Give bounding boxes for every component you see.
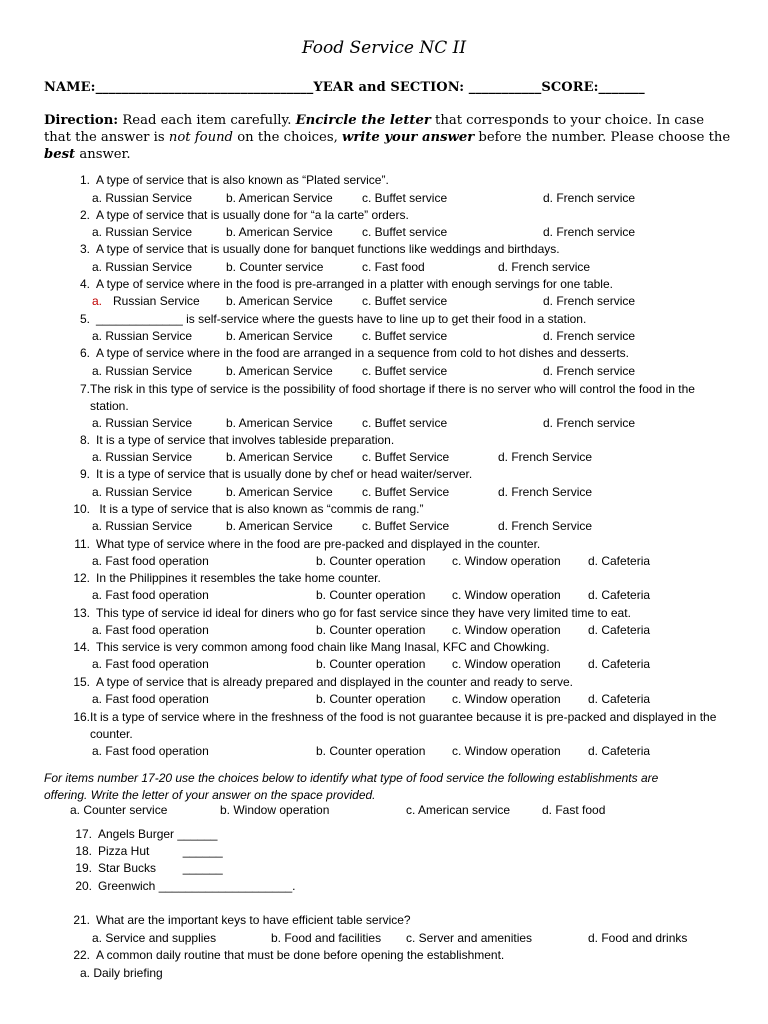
question-3 <box>66 242 560 256</box>
question-text: A type of service that is usually done for banquet functions like weddings and birthdays. <box>96 242 560 256</box>
page-title: Food Service NC II <box>301 38 467 58</box>
direction-part: on the choices, <box>233 130 342 145</box>
choice-a[interactable]: a. Russian Service <box>92 519 193 533</box>
direction-part: answer. <box>75 147 131 162</box>
question-number: 11. <box>74 537 90 551</box>
choice-c[interactable]: c. Window operation <box>452 692 561 706</box>
choice-a[interactable]: a. Fast food operation <box>92 657 209 671</box>
question-number: 21. <box>73 913 90 927</box>
best-emphasis: best <box>44 147 76 162</box>
choice-b[interactable]: b. American Service <box>226 329 333 343</box>
choice-a[interactable]: a. Fast food operation <box>92 588 209 602</box>
question-6 <box>66 346 629 360</box>
choice-b[interactable]: b. Counter operation <box>316 744 426 758</box>
question-text: A type of service where in the food are arranged in a sequence from cold to hot dishes and desserts. <box>96 346 629 360</box>
question-number: 14. <box>73 640 90 654</box>
item-text: Angels Burger ______ <box>98 827 218 841</box>
choice-a[interactable]: a. Russian Service <box>92 329 193 343</box>
choice-c[interactable]: c. Fast food <box>362 260 425 274</box>
choice-d[interactable]: d. Cafeteria <box>588 623 651 637</box>
choice-b[interactable]: b. American Service <box>226 364 333 378</box>
choice-d[interactable]: d. Cafeteria <box>588 692 651 706</box>
question-2 <box>66 208 409 222</box>
choice-c[interactable]: c. Window operation <box>452 588 561 602</box>
question-number: 22. <box>73 948 90 962</box>
encircle-emphasis: Encircle the letter <box>295 113 431 128</box>
choice-d[interactable]: d. Food and drinks <box>588 931 688 945</box>
question-1 <box>66 173 389 187</box>
item-18[interactable] <box>68 844 223 858</box>
item-number: 20. <box>75 879 92 893</box>
choice-c[interactable]: c. Window operation <box>452 657 561 671</box>
question-22 <box>66 948 504 962</box>
choice-c[interactable]: c. Buffet service <box>362 364 448 378</box>
direction-part: that corresponds to your choice. In case that the answer is <box>44 113 705 145</box>
question-text: A type of service where in the food is pre-arranged in a platter with enough servings for one table. <box>96 277 613 291</box>
choice-c[interactable]: c. Window operation <box>452 554 561 568</box>
question-10 <box>66 502 423 516</box>
question-number: 9. <box>79 467 90 481</box>
choice-a: a. Counter service <box>70 803 168 817</box>
question-number: 16. <box>73 710 90 724</box>
question-7 <box>66 381 716 415</box>
choice-a[interactable]: a. Russian Service <box>92 450 193 464</box>
question-number: 8. <box>79 433 90 447</box>
name-label: NAME: <box>44 80 96 95</box>
item-20[interactable] <box>68 879 296 893</box>
choice-a[interactable]: a. Fast food operation <box>92 554 209 568</box>
score-blank[interactable]: _______ <box>598 80 645 95</box>
choice-b[interactable]: b. American Service <box>226 519 333 533</box>
choice-d[interactable]: d. French service <box>543 416 636 430</box>
direction-label: Direction: <box>44 113 119 128</box>
question-text: What type of service where in the food are pre-packed and displayed in the counter. <box>96 537 541 551</box>
choice-b[interactable]: b. Counter operation <box>316 554 426 568</box>
question-number: 3. <box>79 242 90 256</box>
question-text: A type of service that is already prepared and displayed in the counter and ready to serve. <box>96 675 573 689</box>
item-number: 19. <box>75 861 92 875</box>
question-4 <box>66 277 613 291</box>
score-label: SCORE: <box>541 80 599 95</box>
question-text: It is a type of service where in the freshness of the food is not guarantee because it is pre-packed and displayed in the counter. <box>90 710 717 741</box>
choice-b[interactable]: b. American Service <box>226 450 333 464</box>
question-text: What are the important keys to have efficient table service? <box>96 913 411 927</box>
choice-b[interactable]: b. Food and facilities <box>271 931 382 945</box>
choice-c[interactable]: c. Window operation <box>452 744 561 758</box>
choice-c[interactable]: c. Server and amenities <box>406 931 533 945</box>
choice-a[interactable]: a. Russian Service <box>92 191 193 205</box>
question-number: 10. <box>73 502 90 516</box>
item-19[interactable] <box>68 861 223 875</box>
choice-c: c. American service <box>406 803 511 817</box>
choice-c[interactable]: c. Buffet Service <box>362 450 450 464</box>
choice-a[interactable]: a. Russian Service <box>92 416 193 430</box>
write-answer-emphasis: write your answer <box>342 130 475 145</box>
question-number: 2. <box>79 208 90 222</box>
choice-c[interactable]: c. Buffet Service <box>362 519 450 533</box>
question-12 <box>66 571 381 585</box>
choice-d[interactable]: d. French service <box>543 329 636 343</box>
choice-a[interactable]: a. Russian Service <box>92 485 193 499</box>
choice-b[interactable]: b. Counter service <box>226 260 324 274</box>
question-5 <box>66 312 586 326</box>
choice-a[interactable]: a. Service and supplies <box>92 931 217 945</box>
question-14 <box>66 640 550 654</box>
question-number: 13. <box>73 606 90 620</box>
question-13 <box>66 606 631 620</box>
choice-b[interactable]: b. American Service <box>226 485 333 499</box>
year-section-blank[interactable]: ___________ <box>464 80 542 95</box>
choice-a[interactable]: Russian Service <box>113 294 200 308</box>
question-text: A common daily routine that must be done before opening the establishment. <box>96 948 505 962</box>
question-15 <box>66 675 573 689</box>
question-text: This service is very common among food chain like Mang Inasal, KFC and Chowking. <box>96 640 550 654</box>
year-section-label: YEAR and SECTION: <box>313 80 465 95</box>
question-text: This type of service id ideal for diners who go for fast service since they have very limited time to eat. <box>96 606 631 620</box>
question-8 <box>66 433 394 447</box>
question-text: It is a type of service that is usually done by chef or head waiter/server. <box>96 467 473 481</box>
question-text: A type of service that is also known as “Plated service”. <box>96 173 389 187</box>
choice-d[interactable]: d. French service <box>543 225 636 239</box>
item-number: 17. <box>75 827 92 841</box>
choice-c[interactable]: c. Buffet service <box>362 329 448 343</box>
choice-d[interactable]: d. Cafeteria <box>588 554 651 568</box>
instructions-17-20: For items number 17-20 use the choices below to identify what type of food service the following establishments are offering. Write the letter of your answer on the space provided. <box>44 771 659 802</box>
choice-c[interactable]: c. Window operation <box>452 623 561 637</box>
question-16 <box>66 709 716 743</box>
choice-a[interactable]: a. Fast food operation <box>92 623 209 637</box>
question-text: The risk in this type of service is the possibility of food shortage if there is no server who will control the food in the station. <box>90 382 695 413</box>
choice-c[interactable]: c. Buffet service <box>362 294 448 308</box>
question-text: It is a type of service that involves tableside preparation. <box>96 433 395 447</box>
item-number: 18. <box>75 844 92 858</box>
name-blank[interactable]: _________________________________ <box>95 80 314 95</box>
choice-c[interactable]: c. Buffet service <box>362 191 448 205</box>
choice-a[interactable]: a. Russian Service <box>92 364 193 378</box>
choice-a-letter-marked[interactable]: a. <box>92 294 103 308</box>
choice-b[interactable]: b. Counter operation <box>316 623 426 637</box>
question-number: 7. <box>79 382 90 396</box>
question-text: A type of service that is usually done for “a la carte” orders. <box>96 208 409 222</box>
question-text: _____________ is self-service where the guests have to line up to get their food in a station. <box>96 312 587 326</box>
item-text: Star Bucks ______ <box>98 861 223 875</box>
question-21 <box>66 913 411 927</box>
choice-d[interactable]: d. Cafeteria <box>588 588 651 602</box>
choice-c[interactable]: c. Buffet service <box>362 225 448 239</box>
student-info-line <box>44 80 724 95</box>
question-number: 5. <box>79 312 90 326</box>
choice-c[interactable]: c. Buffet service <box>362 416 448 430</box>
item-text: Pizza Hut ______ <box>98 844 223 858</box>
question-number: 6. <box>79 346 90 360</box>
choice-d[interactable]: d. French Service <box>498 519 593 533</box>
choice-b[interactable]: b. American Service <box>226 416 333 430</box>
choice-d[interactable]: d. Cafeteria <box>588 657 651 671</box>
choice-a[interactable]: a. Russian Service <box>92 225 193 239</box>
choice-a[interactable]: a. Daily briefing <box>80 966 163 980</box>
question-number: 15. <box>73 675 90 689</box>
question-number: 12. <box>73 571 90 585</box>
direction-part: Read each item carefully. <box>118 113 296 128</box>
question-text: In the Philippines it resembles the take home counter. <box>96 571 381 585</box>
choice-d[interactable]: d. French service <box>543 294 636 308</box>
direction-text <box>44 112 734 163</box>
choice-d[interactable]: d. Cafeteria <box>588 744 651 758</box>
direction-part: before the number. Please choose the <box>474 130 731 145</box>
choice-b: b. Window operation <box>220 803 330 817</box>
question-number: 1. <box>79 173 90 187</box>
choice-b[interactable]: b. Counter operation <box>316 588 426 602</box>
choice-a[interactable]: a. Fast food operation <box>92 692 209 706</box>
choice-a[interactable]: a. Fast food operation <box>92 744 209 758</box>
choice-d: d. Fast food <box>542 803 606 817</box>
choice-d[interactable]: d. French Service <box>498 450 593 464</box>
choice-d[interactable]: d. French service <box>543 191 636 205</box>
choice-b[interactable]: b. Counter operation <box>316 657 426 671</box>
choice-b[interactable]: b. American Service <box>226 191 333 205</box>
choice-a[interactable]: a. Russian Service <box>92 260 193 274</box>
choice-d[interactable]: d. French service <box>498 260 591 274</box>
not-found-emphasis: not found <box>168 130 234 145</box>
choice-c[interactable]: c. Buffet Service <box>362 485 450 499</box>
choice-b[interactable]: b. Counter operation <box>316 692 426 706</box>
choice-b[interactable]: b. American Service <box>226 294 333 308</box>
item-17[interactable] <box>68 827 217 841</box>
choice-b[interactable]: b. American Service <box>226 225 333 239</box>
question-number: 4. <box>79 277 90 291</box>
item-text: Greenwich ____________________. <box>98 879 296 893</box>
question-11 <box>66 537 540 551</box>
choice-d[interactable]: d. French service <box>543 364 636 378</box>
question-9 <box>66 467 472 481</box>
choice-d[interactable]: d. French Service <box>498 485 593 499</box>
question-text: It is a type of service that is also known as “commis de rang.” <box>96 502 424 516</box>
